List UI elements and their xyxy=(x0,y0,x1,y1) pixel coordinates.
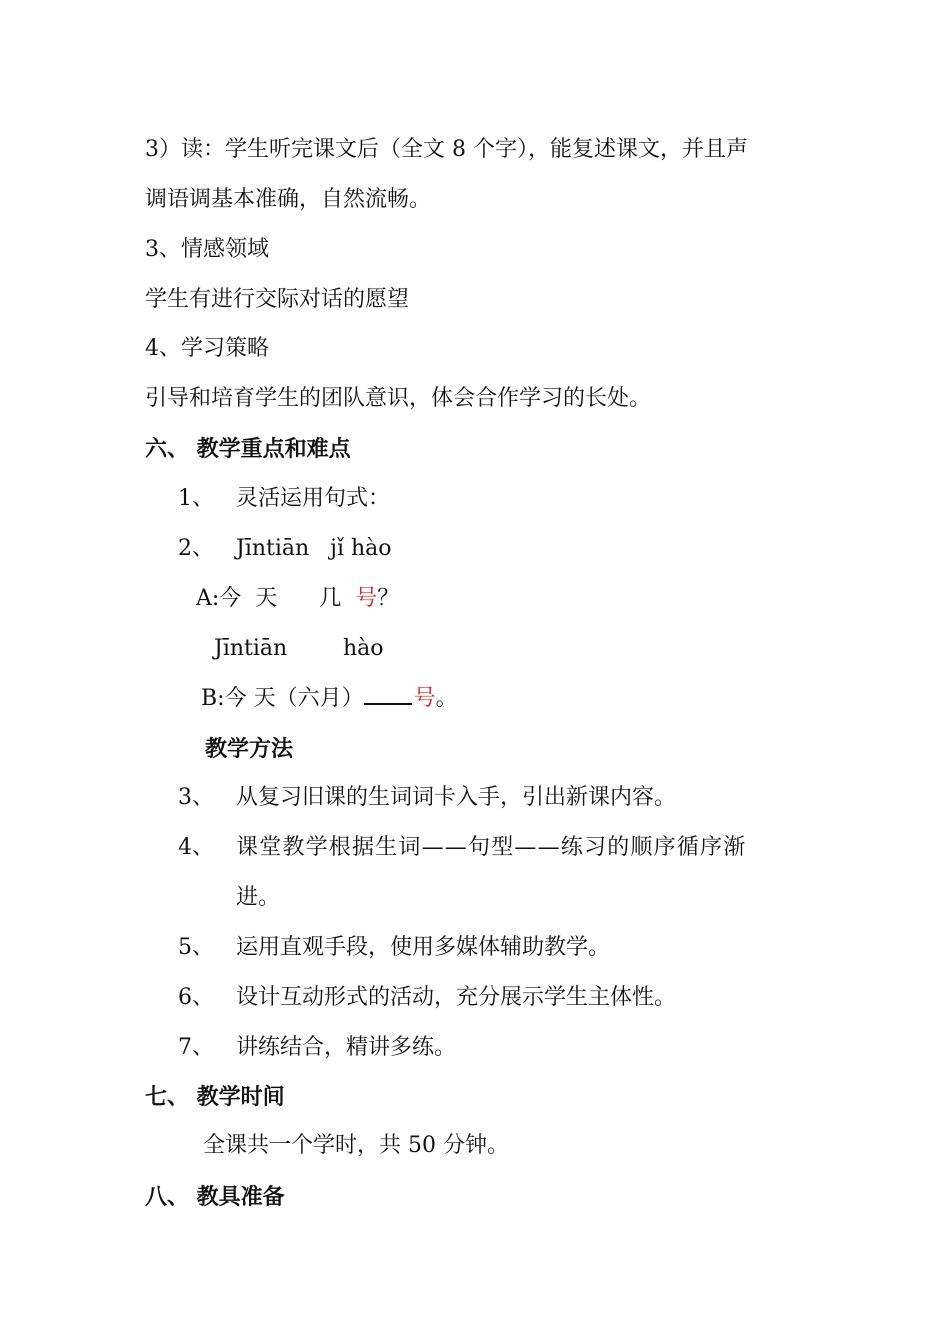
method-item-text: 设计互动形式的活动，充分展示学生主体性。 xyxy=(236,985,677,1010)
section-7-text: 全课共一个学时，共 50 分钟。 xyxy=(203,1133,509,1158)
method-item-continuation: 进。 xyxy=(236,885,281,910)
reading-line-1: 3）读：学生听完课文后（全文 8 个字），能复述课文，并且声 xyxy=(145,137,748,162)
sentence-a-text: A:今 天 几 xyxy=(196,586,356,611)
pinyin-b-hao: hào xyxy=(343,636,384,661)
key-item-1-text: 灵活运用句式： xyxy=(236,486,391,511)
key-item-1-number: 1、 xyxy=(178,486,214,511)
fill-in-blank xyxy=(364,685,412,705)
sentence-b-text: B:今 天（六月） xyxy=(201,686,364,711)
method-item-number: 3、 xyxy=(178,785,214,810)
affect-text: 学生有进行交际对话的愿望 xyxy=(145,287,410,312)
affect-heading: 3、情感领域 xyxy=(145,237,269,262)
key-item-2 xyxy=(178,534,392,564)
sentence-b-punct: 。 xyxy=(435,686,458,711)
method-item-number: 7、 xyxy=(178,1035,214,1060)
sentence-b-highlight: 号 xyxy=(413,686,436,711)
section-6-title: 六、 教学重点和难点 xyxy=(145,436,351,462)
key-item-2-number: 2、 xyxy=(178,536,214,561)
key-item-1 xyxy=(178,484,390,514)
method-item-number: 5、 xyxy=(178,935,214,960)
method-item-number: 6、 xyxy=(178,985,214,1010)
method-item xyxy=(178,933,610,963)
method-item xyxy=(178,983,676,1013)
method-item xyxy=(178,1033,456,1063)
strategy-heading: 4、学习策略 xyxy=(145,336,269,361)
sentence-a-highlight: 号 xyxy=(355,586,378,611)
pinyin-b-jintian: Jīntiān xyxy=(214,636,288,661)
method-item-text: 运用直观手段，使用多媒体辅助教学。 xyxy=(236,935,611,960)
reading-line-2: 调语调基本准确，自然流畅。 xyxy=(145,187,432,212)
method-item xyxy=(178,833,746,863)
section-8-title: 八、 教具准备 xyxy=(145,1184,285,1210)
strategy-text: 引导和培育学生的团队意识，体会合作学习的长处。 xyxy=(145,386,652,411)
section-7-title: 七、 教学时间 xyxy=(145,1084,285,1110)
method-item-number: 4、 xyxy=(178,835,214,860)
method-item xyxy=(178,783,676,813)
sentence-a-punct: ？ xyxy=(377,586,400,611)
sentence-b xyxy=(201,684,458,714)
method-item-text: 从复习旧课的生词词卡入手，引出新课内容。 xyxy=(236,785,677,810)
sentence-a xyxy=(196,584,399,614)
methods-heading: 教学方法 xyxy=(205,736,294,762)
key-item-2-pinyin: Jīntiān jǐ hào xyxy=(236,536,392,561)
method-item-text: 课堂教学根据生词——句型——练习的顺序循序渐 xyxy=(236,835,747,860)
method-item-text: 讲练结合，精讲多练。 xyxy=(236,1035,457,1060)
